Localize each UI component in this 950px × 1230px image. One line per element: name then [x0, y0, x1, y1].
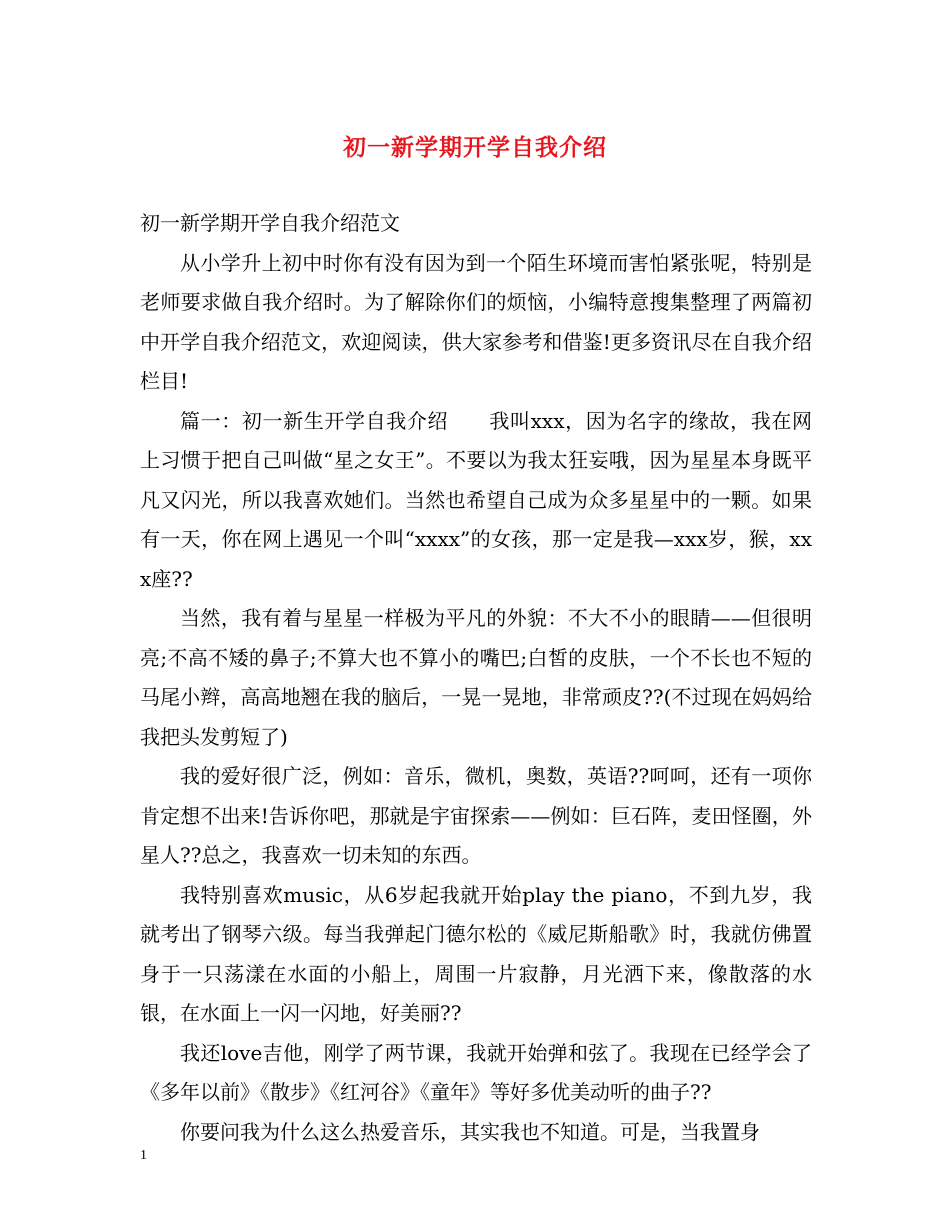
paragraph-intro: 从小学升上初中时你有没有因为到一个陌生环境而害怕紧张呢，特别是老师要求做自我介绍时。为了解除你们的烦恼，小编特意搜集整理了两篇初中开学自我介绍范文，欢迎阅读，供大家参考和借鉴!更多资讯尽在自我介绍栏目!	[140, 250, 812, 393]
paragraph-appearance: 当然，我有着与星星一样极为平凡的外貌：不大不小的眼睛——但很明亮;不高不矮的鼻子;不算大也不算小的嘴巴;白皙的皮肤，一个不长也不短的马尾小辫，高高地翘在我的脑后，一晃一晃地，非常顽皮??(不过现在妈妈给我把头发剪短了)	[140, 606, 812, 749]
paragraph-guitar: 我还love吉他，刚学了两节课，我就开始弹和弦了。我现在已经学会了《多年以前》《散步》《红河谷》《童年》等好多优美动听的曲子??	[140, 1040, 812, 1104]
page-number: 1	[140, 1148, 147, 1163]
paragraph-hobbies: 我的爱好很广泛，例如：音乐，微机，奥数，英语??呵呵，还有一项你肯定想不出来!告诉你吧，那就是宇宙探索——例如：巨石阵，麦田怪圈，外星人??总之，我喜欢一切未知的东西。	[140, 764, 812, 867]
paragraph-music: 我特别喜欢music，从6岁起我就开始play the piano，不到九岁，我就考出了钢琴六级。每当我弹起门德尔松的《威尼斯船歌》时，我就仿佛置身于一只荡漾在水面的小船上，周围一片寂静，月光洒下来，像散落的水银，在水面上一闪一闪地，好美丽??	[140, 882, 812, 1025]
paragraph-why-music: 你要问我为什么这么热爱音乐，其实我也不知道。可是，当我置身	[180, 1119, 760, 1144]
document-title: 初一新学期开学自我介绍	[343, 134, 607, 161]
subheading: 初一新学期开学自我介绍范文	[140, 211, 400, 235]
paragraph-part-one: 篇一：初一新生开学自我介绍 我叫xxx，因为名字的缘故，我在网上习惯于把自己叫做“星之女王”。不要以为我太狂妄哦，因为星星本身既平凡又闪光，所以我喜欢她们。当然也希望自己成为众多星星中的一颗。如果有一天，你在网上遇见一个叫“xxxx”的女孩，那一定是我—xxx岁，猴，xxx座??	[140, 408, 812, 591]
document-body	[140, 204, 812, 1152]
